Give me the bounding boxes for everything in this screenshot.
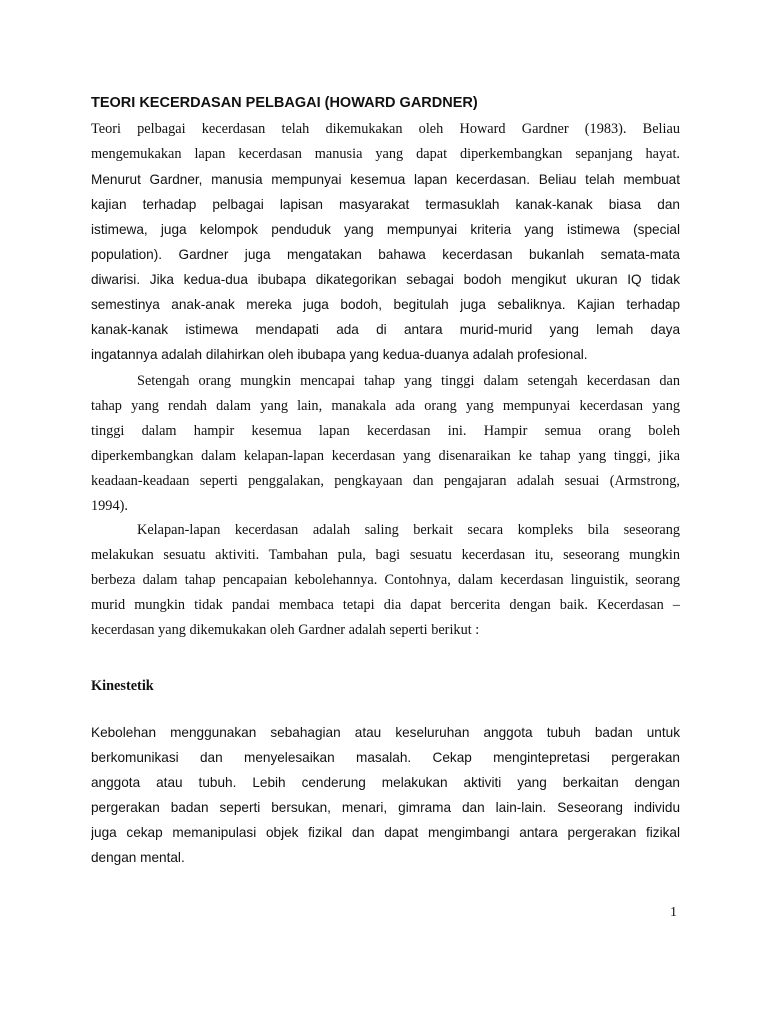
intro-line: diwarisi. Jika kedua-dua ibubapa dikategorikan sebagai bodoh mengikut ukuran IQ tidak [91, 272, 680, 287]
intro-line: istimewa, juga kelompok penduduk yang mempunyai kriteria yang istimewa (special [91, 222, 680, 237]
paragraph-line: berbeza dalam tahap pencapaian kebolehannya. Contohnya, dalam kecerdasan linguistik, seorang [91, 572, 680, 588]
paragraph-line: Setengah orang mungkin mencapai tahap yang tinggi dalam setengah kecerdasan dan [137, 373, 680, 389]
paragraph-line: anggota atau tubuh. Lebih cenderung melakukan aktiviti yang berkaitan dengan [91, 775, 680, 790]
page-number: 1 [670, 905, 677, 920]
intro-line: Menurut Gardner, manusia mempunyai kesemua lapan kecerdasan. Beliau telah membuat [91, 172, 680, 187]
intro-line: population). Gardner juga mengatakan bahawa kecerdasan bukanlah semata-mata [91, 247, 680, 262]
paragraph-line: melakukan sesuatu aktiviti. Tambahan pula, bagi sesuatu kecerdasan itu, seseorang mungkin [91, 547, 680, 563]
paragraph-line: Kebolehan menggunakan sebahagian atau keseluruhan anggota tubuh badan untuk [91, 725, 680, 740]
document-title: TEORI KECERDASAN PELBAGAI (HOWARD GARDNER) [91, 95, 478, 111]
paragraph-line: berkomunikasi dan menyelesaikan masalah. Cekap mengintepretasi pergerakan [91, 750, 680, 765]
paragraph-kelapan [91, 518, 680, 643]
intro-line: mengemukakan lapan kecerdasan manusia yang dapat diperkembangkan sepanjang hayat. [91, 146, 680, 162]
section-heading-kinestetik: Kinestetik [91, 678, 154, 694]
intro-line: ingatannya adalah dilahirkan oleh ibubapa yang kedua-duanya adalah profesional. [91, 347, 588, 362]
paragraph-line: dengan mental. [91, 850, 185, 865]
paragraph-line: juga cekap memanipulasi objek fizikal dan dapat mengimbangi antara pergerakan fizikal [91, 825, 680, 840]
paragraph-line: murid mungkin tidak pandai membaca tetapi dia dapat bercerita dengan baik. Kecerdasan – [91, 597, 680, 613]
intro-line: semestinya anak-anak mereka juga bodoh, begitulah juga sebaliknya. Kajian terhadap [91, 297, 680, 312]
paragraph-line: tinggi dalam hampir kesemua lapan kecerdasan ini. Hampir semua orang boleh [91, 423, 680, 439]
paragraph-line: kecerdasan yang dikemukakan oleh Gardner adalah seperti berikut : [91, 622, 480, 638]
paragraph-line: keadaan-keadaan seperti penggalakan, pengkayaan dan pengajaran adalah sesuai (Armstrong, [91, 473, 680, 489]
paragraph-setengah [91, 369, 680, 519]
paragraph-line: diperkembangkan dalam kelapan-lapan kecerdasan yang disenaraikan ke tahap yang tinggi, jika [91, 448, 680, 464]
paragraph-line: Kelapan-lapan kecerdasan adalah saling berkait secara kompleks bila seseorang [137, 522, 680, 538]
intro-line: kajian terhadap pelbagai lapisan masyarakat termasuklah kanak-kanak biasa dan [91, 197, 680, 212]
paragraph-line: 1994). [91, 498, 128, 514]
paragraph-kinestetik [91, 720, 680, 870]
paragraph-line: pergerakan badan seperti bersukan, menari, gimrama dan lain-lain. Seseorang individu [91, 800, 680, 815]
intro-line: Teori pelbagai kecerdasan telah dikemukakan oleh Howard Gardner (1983). Beliau [91, 121, 680, 137]
paragraph-line: tahap yang rendah dalam yang lain, manakala ada orang yang mempunyai kecerdasan yang [91, 398, 680, 414]
intro-line: kanak-kanak istimewa mendapati ada di antara murid-murid yang lemah daya [91, 322, 680, 337]
intro-paragraph [91, 117, 680, 367]
